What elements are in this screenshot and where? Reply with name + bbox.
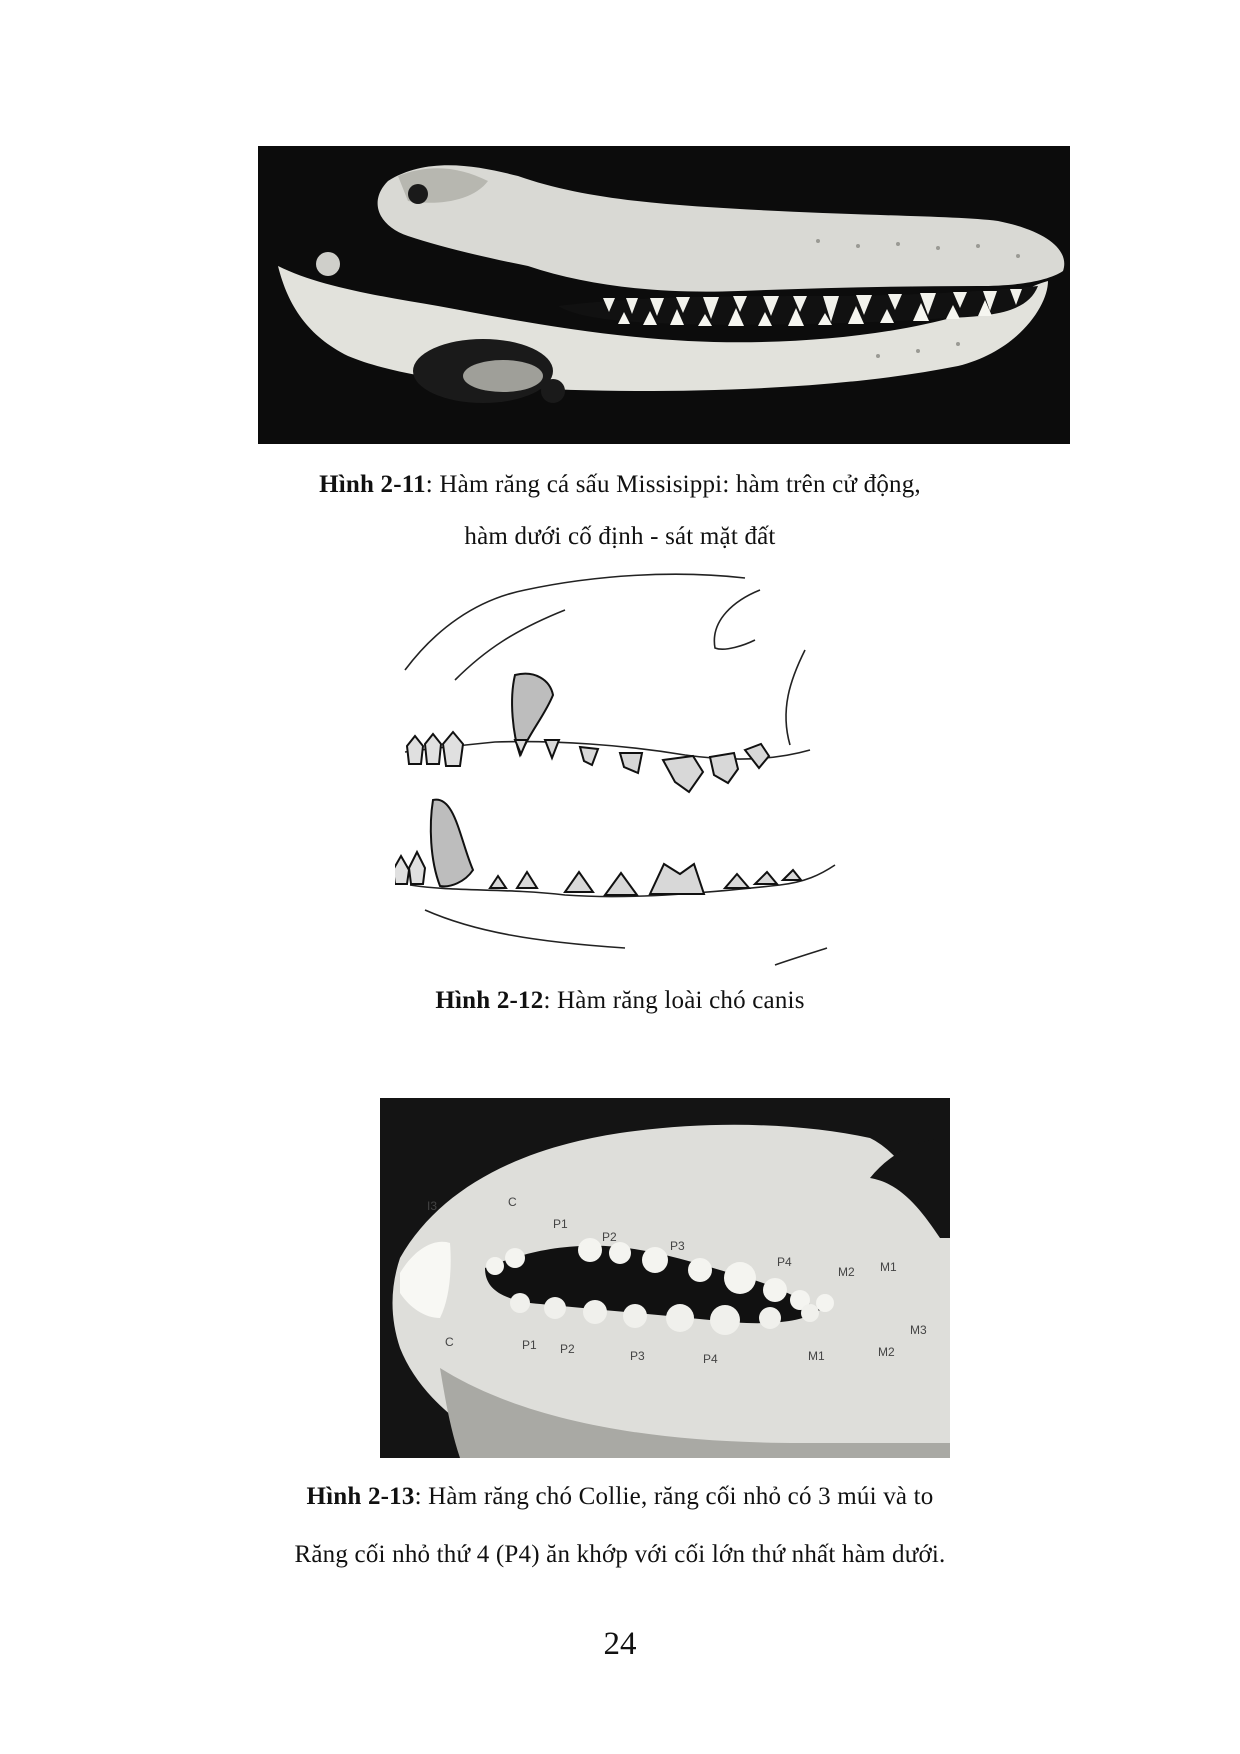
tooth-label-lower-p2: P2: [560, 1342, 575, 1356]
tooth-label-lower-m3: M3: [910, 1323, 927, 1337]
caption-label: Hình 2-12: [435, 987, 544, 1014]
tooth-label-lower-p4: P4: [703, 1352, 718, 1366]
figure-caption-2-11-line-2: [0, 524, 1240, 549]
caption-text: hàm dưới cố định - sát mặt đất: [464, 523, 776, 550]
tooth-label-lower-p1: P1: [522, 1338, 537, 1352]
tooth-label-upper-c: C: [508, 1195, 517, 1209]
caption-label: Hình 2-13: [306, 1483, 415, 1510]
dog-jaw-drawing: [395, 570, 925, 970]
tooth-label-upper-p2: P2: [602, 1230, 617, 1244]
tooth-label-upper-p1: P1: [553, 1217, 568, 1231]
figure-caption-2-13: [0, 1484, 1240, 1509]
caption-text: : Hàm răng cá sấu Missisippi: hàm trên cử động,: [425, 471, 921, 498]
tooth-label-i3: I3: [427, 1199, 438, 1213]
tooth-label-upper-p4: P4: [777, 1255, 792, 1269]
caption-text: : Hàm răng loài chó canis: [543, 987, 805, 1014]
caption-text: : Hàm răng chó Collie, răng cối nhỏ có 3 múi và to: [414, 1483, 934, 1510]
figure-caption-2-12: [0, 988, 1240, 1013]
tooth-label-upper-p3: P3: [670, 1239, 685, 1253]
caption-label: Hình 2-11: [319, 471, 426, 498]
tooth-label-upper-m1: M1: [880, 1260, 897, 1274]
figure-caption-2-11: [0, 472, 1240, 497]
tooth-label-lower-p3: P3: [630, 1349, 645, 1363]
tooth-label-lower-m1: M1: [808, 1349, 825, 1363]
collie-skull-photo: [380, 1098, 950, 1458]
tooth-label-lower-m2: M2: [878, 1345, 895, 1359]
crocodile-skull-photo: [258, 146, 1070, 444]
figure-caption-2-13-line-2: [0, 1542, 1240, 1567]
tooth-label-lower-c: C: [445, 1335, 454, 1349]
caption-text: Răng cối nhỏ thứ 4 (P4) ăn khớp với cối lớn thứ nhất hàm dưới.: [294, 1541, 946, 1568]
tooth-label-upper-m2: M2: [838, 1265, 855, 1279]
page-number: 24: [603, 1626, 637, 1662]
